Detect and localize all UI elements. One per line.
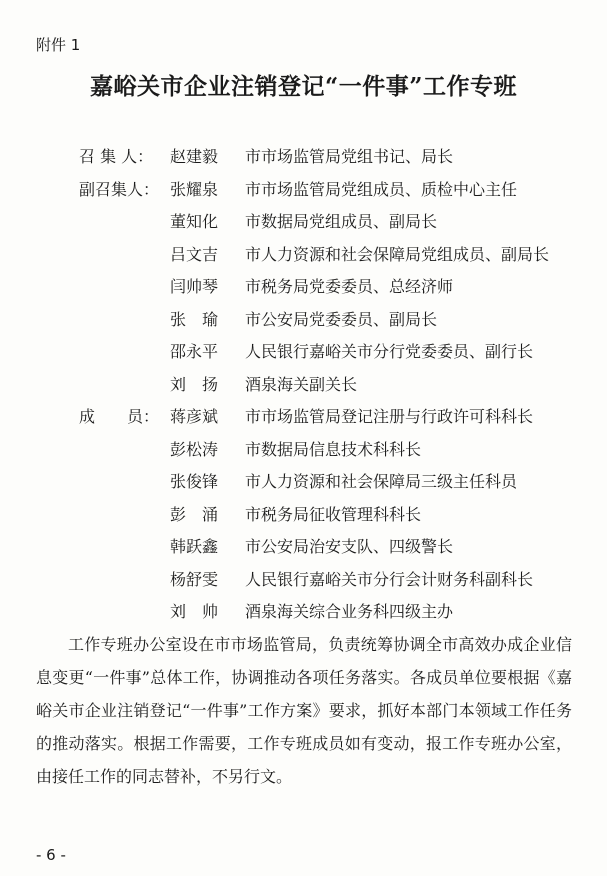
roster-role: 成 员：	[79, 407, 160, 426]
roster-duty: 市人力资源和社会保障局三级主任科员	[245, 472, 518, 491]
roster-name: 韩跃鑫	[170, 537, 219, 556]
roster-row	[0, 305, 607, 335]
roster-row	[0, 402, 607, 432]
roster-name: 彭松涛	[170, 439, 219, 459]
roster-duty: 市市场监管局党组书记、局长	[245, 147, 454, 166]
roster-name: 吕文吉	[170, 244, 219, 264]
page-title: 嘉峪关市企业注销登记“一件事”工作专班	[90, 73, 517, 100]
roster-name: 张 瑜	[170, 309, 219, 329]
roster-name: 董知化	[170, 212, 219, 231]
roster-name: 赵建毅	[170, 147, 219, 166]
roster-duty: 酒泉海关综合业务科四级主办	[245, 602, 454, 621]
roster-row	[0, 435, 607, 465]
roster-row	[0, 500, 607, 530]
roster-role: 召 集 人：	[79, 147, 154, 166]
roster-name: 刘 扬	[170, 374, 219, 394]
body-paragraph: 工作专班办公室设在市市场监管局，负责统筹协调全市高效办成企业信息变更“一件事”总体工作，协调推动各项任务落实。各成员单位要根据《嘉峪关市企业注销登记“一件事”工作方案》要求，抓好本部门本领域工作任务的推动落实。根据工作需要，工作专班成员如有变动，报工作专班办公室，由接任工作的同志替补，不另行文。	[36, 635, 572, 786]
roster-row	[0, 467, 607, 497]
roster-duty: 人民银行嘉峪关市分行会计财务科副科长	[245, 569, 534, 589]
roster-duty: 市市场监管局登记注册与行政许可科科长	[245, 407, 534, 426]
roster-name: 邵永平	[170, 342, 219, 361]
roster-name: 张俊锋	[170, 472, 219, 491]
roster-row	[0, 565, 607, 595]
roster-row	[0, 175, 607, 205]
roster-row	[0, 597, 607, 627]
roster-role: 副召集人：	[79, 179, 160, 199]
roster-duty: 酒泉海关副关长	[245, 374, 358, 394]
roster-duty: 人民银行嘉峪关市分行党委委员、副行长	[245, 342, 534, 361]
roster-name: 杨舒雯	[170, 569, 219, 589]
roster-name: 张耀泉	[170, 179, 219, 199]
roster-duty: 市公安局治安支队、四级警长	[245, 537, 454, 556]
roster-duty: 市公安局党委委员、副局长	[245, 309, 438, 329]
roster-duty: 市市场监管局党组成员、质检中心主任	[245, 179, 518, 199]
roster-row	[0, 370, 607, 400]
roster-duty: 市数据局信息技术科科长	[245, 439, 422, 459]
roster-name: 蒋彦斌	[170, 407, 219, 426]
roster-duty: 市数据局党组成员、副局长	[245, 212, 438, 231]
roster-row	[0, 240, 607, 270]
roster-row	[0, 207, 607, 237]
roster-duty: 市人力资源和社会保障局党组成员、副局长	[245, 244, 550, 264]
roster-name: 彭 涌	[170, 504, 219, 524]
roster-row	[0, 142, 607, 172]
roster-name: 闫帅琴	[170, 277, 219, 296]
roster-duty: 市税务局党委委员、总经济师	[245, 277, 454, 296]
attachment-label: 附件 1	[36, 36, 81, 54]
roster-row	[0, 532, 607, 562]
roster-row	[0, 272, 607, 302]
roster-row	[0, 337, 607, 367]
page-number: - 6 -	[36, 846, 66, 864]
roster-name: 刘 帅	[170, 602, 219, 621]
roster-duty: 市税务局征收管理科科长	[245, 504, 422, 524]
